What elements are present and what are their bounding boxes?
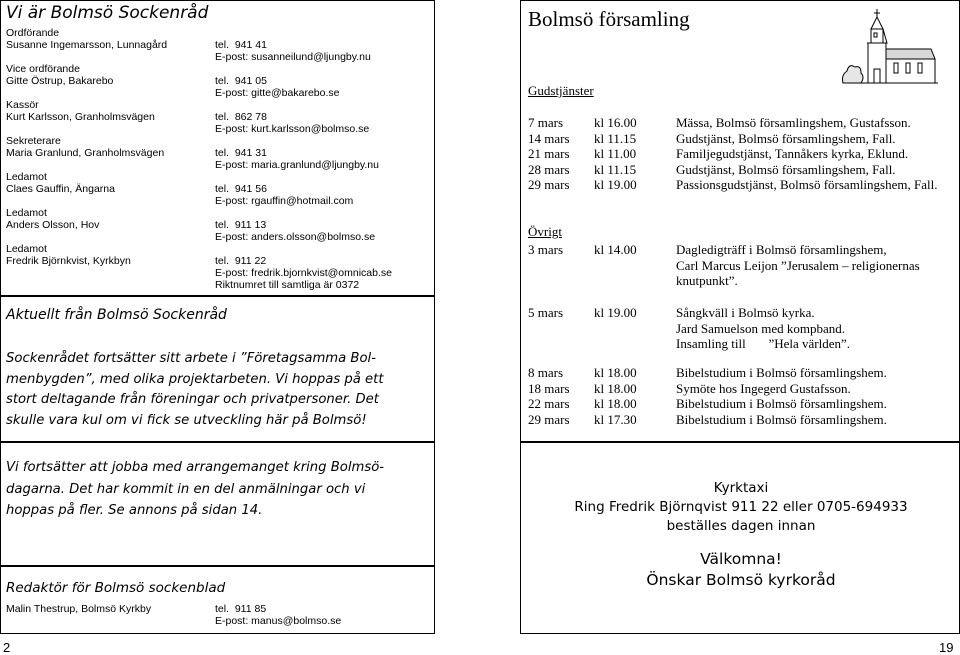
other-row [528, 412, 887, 428]
parish-title: Bolmsö församling [528, 7, 690, 31]
member-tel: tel. 862 78 [215, 111, 267, 123]
other-heading: Övrigt [528, 224, 562, 239]
news-line: skulle vara kul om vi fick se utveckling här på Bolmsö! [6, 412, 367, 428]
other-date [528, 273, 594, 289]
days-line: dagarna. Det har kommit in en del anmälningar och vi [6, 481, 366, 497]
member-email: E-post: anders.olsson@bolmso.se [215, 231, 376, 243]
service-time: kl 11.15 [594, 130, 637, 146]
days-text [6, 457, 384, 522]
other-text: Bibelstudium i Bolmsö församlingshem. [676, 411, 887, 427]
member-role: Ordförande [6, 27, 60, 39]
member-tel: tel. 941 56 [215, 183, 267, 195]
other-text: Carl Marcus Leijon ”Jerusalem – religionernas [676, 257, 920, 273]
other-date: 5 mars [528, 305, 564, 320]
member-tel: tel. 941 05 [215, 75, 267, 87]
news-text [6, 349, 384, 431]
service-time: kl 11.15 [594, 161, 637, 177]
other-date [528, 321, 594, 337]
council-box [0, 0, 435, 296]
other-date [528, 336, 594, 352]
member-tel: tel. 941 31 [215, 147, 267, 159]
member-email: E-post: gitte@bakarebo.se [215, 87, 340, 99]
other-time [594, 258, 676, 274]
service-date: 28 mars [528, 161, 570, 177]
other-time: kl 18.00 [594, 380, 637, 396]
other-row [528, 336, 850, 352]
member-tel: tel. 911 22 [215, 255, 267, 267]
member-role: Ledamot [6, 171, 47, 183]
wishes-text: Önskar Bolmsö kyrkoråd [646, 571, 836, 589]
other-row [528, 273, 920, 289]
other-time: kl 18.00 [594, 396, 637, 412]
other-row [528, 365, 887, 381]
service-row [528, 162, 937, 178]
service-row [528, 131, 937, 147]
member-role: Vice ordförande [6, 63, 80, 75]
editor-name: Malin Thestrup, Bolmsö Kyrkby [6, 603, 152, 615]
other-text: knutpunkt”. [676, 273, 738, 289]
member-role: Ledamot [6, 207, 47, 219]
member-name: Susanne Ingemarsson, Lunnagård [6, 39, 168, 51]
member-name: Claes Gauffin, Ängarna [6, 183, 115, 195]
page-number-right: 19 [939, 640, 954, 655]
parish-box [520, 0, 960, 442]
taxi-title: Kyrktaxi [713, 480, 769, 496]
other-row [528, 242, 920, 258]
member-email: E-post: susanneilund@ljungby.nu [215, 51, 371, 63]
other-time [594, 273, 676, 289]
other-text: Bibelstudium i Bolmsö församlingshem. [676, 365, 887, 380]
area-code-note: Riktnumret till samtliga är 0372 [215, 279, 360, 291]
news-box [0, 296, 435, 442]
service-text: Gudstjänst, Bolmsö församlingshem, Fall. [676, 130, 896, 146]
taxi-box [520, 442, 960, 634]
service-time: kl 11.00 [594, 146, 637, 162]
news-line: Sockenrådet fortsätter sitt arbete i ”Företagsamma Bol- [6, 351, 376, 366]
other-time [594, 336, 676, 352]
other-row [528, 396, 887, 412]
services-table [528, 115, 937, 193]
service-text: Passionsgudstjänst, Bolmsö församlingshem, Fall. [676, 177, 938, 193]
other-time: kl 18.00 [594, 365, 637, 380]
service-text: Mässa, Bolmsö församlingshem, Gustafsson. [676, 115, 911, 130]
other-text: Bibelstudium i Bolmsö församlingshem. [676, 396, 887, 412]
service-date: 21 mars [528, 146, 570, 162]
news-line: stort deltagande från föreningar och privatpersoner. Det [6, 392, 379, 407]
other-time [594, 321, 676, 337]
member-name: Gitte Östrup, Bakarebo [6, 75, 114, 87]
member-name: Anders Olsson, Hov [6, 219, 100, 231]
member-role: Sekreterare [6, 135, 61, 147]
member-role: Kassör [6, 99, 39, 111]
services-heading: Gudstjänster [528, 83, 594, 98]
service-date: 29 mars [528, 177, 570, 193]
other-group [528, 365, 887, 427]
member-role: Ledamot [6, 243, 47, 255]
service-time: kl 16.00 [594, 115, 637, 130]
taxi-line2: beställes dagen innan [666, 518, 816, 534]
editor-tel: tel. 911 85 [215, 603, 267, 615]
other-group [528, 305, 850, 352]
days-line: hoppas på fler. Se annons på sidan 14. [6, 503, 263, 518]
member-name: Kurt Karlsson, Granholmsvägen [6, 111, 155, 123]
other-text: Sångkväll i Bolmsö kyrka. [676, 305, 815, 320]
other-text: Insamling till ”Hela världen”. [676, 336, 851, 352]
news-title: Aktuellt från Bolmsö Sockenråd [6, 307, 227, 323]
other-group [528, 242, 920, 289]
welcome-text: Välkomna! [700, 550, 782, 568]
other-row [528, 381, 887, 397]
other-time: kl 17.30 [594, 411, 637, 427]
service-row [528, 177, 937, 193]
member-name: Fredrik Björnkvist, Kyrkbyn [6, 255, 131, 267]
news-line: menbygden”, med olika projektarbeten. Vi hoppas på ett [6, 371, 384, 387]
church-icon [839, 7, 939, 93]
other-date: 18 mars [528, 380, 570, 396]
member-name: Maria Granlund, Granholmsvägen [6, 147, 165, 159]
other-row [528, 258, 920, 274]
other-row [528, 305, 850, 321]
taxi-line1: Ring Fredrik Björnqvist 911 22 eller 0705-694933 [574, 499, 908, 515]
service-text: Familjegudstjänst, Tannåkers kyrka, Eklund. [676, 146, 909, 162]
other-text: Jard Samuelson med kompband. [676, 320, 845, 336]
other-date: 29 mars [528, 411, 570, 427]
other-text: Symöte hos Ingegerd Gustafsson. [676, 380, 851, 396]
council-title: Vi är Bolmsö Sockenråd [6, 3, 209, 23]
other-date: 22 mars [528, 396, 570, 412]
member-email: E-post: maria.granlund@ljungby.nu [215, 159, 379, 171]
service-text: Gudstjänst, Bolmsö församlingshem, Fall. [676, 161, 896, 177]
member-tel: tel. 911 13 [215, 219, 267, 231]
service-date: 14 mars [528, 130, 570, 146]
other-row [528, 321, 850, 337]
days-line: Vi fortsätter att jobba med arrangemanget kring Bolmsö- [6, 460, 385, 475]
editor-email: E-post: manus@bolmso.se [215, 615, 342, 627]
member-email: E-post: fredrik.bjornkvist@omnicab.se [215, 267, 392, 279]
member-tel: tel. 941 41 [215, 39, 267, 51]
other-date: 8 mars [528, 365, 564, 380]
page-number-left: 2 [3, 640, 11, 655]
member-email: E-post: kurt.karlsson@bolmso.se [215, 123, 370, 135]
service-date: 7 mars [528, 115, 564, 130]
member-email: E-post: rgauffin@hotmail.com [215, 195, 354, 207]
other-time: kl 14.00 [594, 242, 637, 257]
service-row [528, 115, 937, 131]
editor-box [0, 566, 435, 634]
days-box [0, 442, 435, 566]
service-time: kl 19.00 [594, 177, 637, 193]
other-date [528, 258, 594, 274]
service-row [528, 146, 937, 162]
editor-title: Redaktör för Bolmsö sockenblad [6, 580, 226, 596]
other-text: Dagledigträff i Bolmsö församlingshem, [676, 242, 887, 257]
other-time: kl 19.00 [594, 305, 637, 320]
other-date: 3 mars [528, 242, 564, 257]
